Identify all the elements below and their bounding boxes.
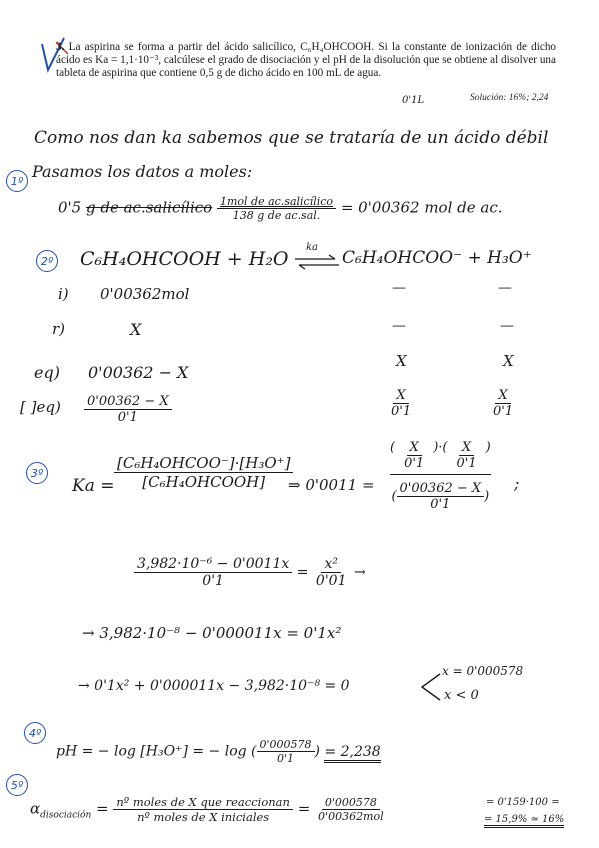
conc-tag: [ ]eq) <box>20 398 61 416</box>
equilibrium-arrow-icon <box>295 255 339 269</box>
row-r-p1: — <box>392 318 406 334</box>
row-i-p2: — <box>498 280 512 296</box>
ka-rhs: ( $\frac{X}{0'1}$ )·( $\frac{X}{0'1}$ ) ( $\frac{0'00362 - X}{0'1}$ ) <box>390 440 491 512</box>
problem-statement <box>56 41 556 80</box>
row-eq-p1: X <box>396 352 407 370</box>
row-eq-p2: X <box>503 352 514 370</box>
conc-p1: $\frac{X}{0'1}$ <box>391 388 412 419</box>
ka-expression: $\frac{\text{[C₆H₄OHCOO⁻]·[H₃O⁺]}}{\text{[C₆H₄OHCOOH]}}$ <box>114 454 293 491</box>
step-2-marker: 2º <box>36 250 58 272</box>
problem-text: La aspirina se forma a partir del ácido salicílico, C₆H₄OHCOOH. Si la constante de ionización de dicho ácido es Ka = 1,1·10⁻³, calcúlese el grado de disociación y el pH de la disolución que se obtiene al disolver una tableta de aspirina que contiene 0,5 g de dicho ácido en 100 mL de agua. <box>56 41 557 79</box>
ka-semicolon: ; <box>514 474 520 493</box>
problem-number: 3. <box>56 41 65 53</box>
row-eq-tag: eq) <box>34 363 60 382</box>
row-r-p2: — <box>500 318 514 334</box>
step-5-marker: 5º <box>6 774 28 796</box>
alpha-result-2: = 15,9% ≃ 16% <box>484 814 564 825</box>
roots-bracket-icon <box>420 672 442 702</box>
step-1-marker: 1º <box>6 170 28 192</box>
volume-note: 0'1L <box>402 95 425 106</box>
conc-acid: $\frac{0'00362 - X}{0'1}$ <box>84 394 172 425</box>
root-negative: x < 0 <box>444 688 479 703</box>
conc-p2: $\frac{X}{0'1}$ <box>493 388 514 419</box>
row-i-acid: 0'00362mol <box>100 285 190 303</box>
root-positive: x = 0'000578 <box>442 664 524 678</box>
row-eq-acid: 0'00362 − X <box>88 363 189 382</box>
problem-solution: Solución: 16%; 2,24 <box>470 93 549 103</box>
step-3-line-2: $\frac{\text{3,982·10⁻⁶ − 0'0011x}}{0'1}$ = $\frac{\text{x²}}{0'01}$ → <box>134 556 366 589</box>
ph-expression: pH = − log [H₃O⁺] = − log ( $\frac{0'000578}{0'1}$ ) = 2,238 <box>56 738 381 765</box>
step-1-conversion: 0'5 g de ac.salicílico $\frac{\text{1mol de ac.salicílico}}{\text{138 g de ac.sal.}}$ = 0'00362 mol de ac. <box>58 195 503 222</box>
row-i-tag: i) <box>58 285 69 303</box>
intro-line: Como nos dan ka sabemos que se trataría de un ácido débil <box>34 128 549 148</box>
ka-label: Ka = <box>72 476 115 496</box>
row-i-p1: — <box>392 280 406 296</box>
row-r-acid: X <box>130 320 142 339</box>
reaction-right: C₆H₄OHCOO⁻ + H₃O⁺ <box>342 248 532 268</box>
step-1-title: Pasamos los datos a moles: <box>32 162 253 181</box>
step-3-line-3: → 3,982·10⁻⁸ − 0'000011x = 0'1x² <box>82 624 342 642</box>
ka-value: ⇒ 0'0011 = <box>288 476 375 494</box>
reaction-left: C₆H₄OHCOOH + H₂O <box>80 248 289 270</box>
reaction-ka-label: ka <box>306 242 319 253</box>
step-3-marker: 3º <box>26 462 48 484</box>
step-4-marker: 4º <box>24 722 46 744</box>
alpha-expression: $\alpha_{disociación}$ = $\frac{\text{nº moles de X que reaccionan}}{\text{nº moles de X iniciales}}$ = $\frac{0'000578}{\text{0'00362mol}}$ <box>30 795 384 824</box>
alpha-result-1: = 0'159·100 = <box>486 797 560 808</box>
step-3-line-4: → 0'1x² + 0'000011x − 3,982·10⁻⁸ = 0 <box>78 678 350 694</box>
row-r-tag: r) <box>52 320 66 338</box>
